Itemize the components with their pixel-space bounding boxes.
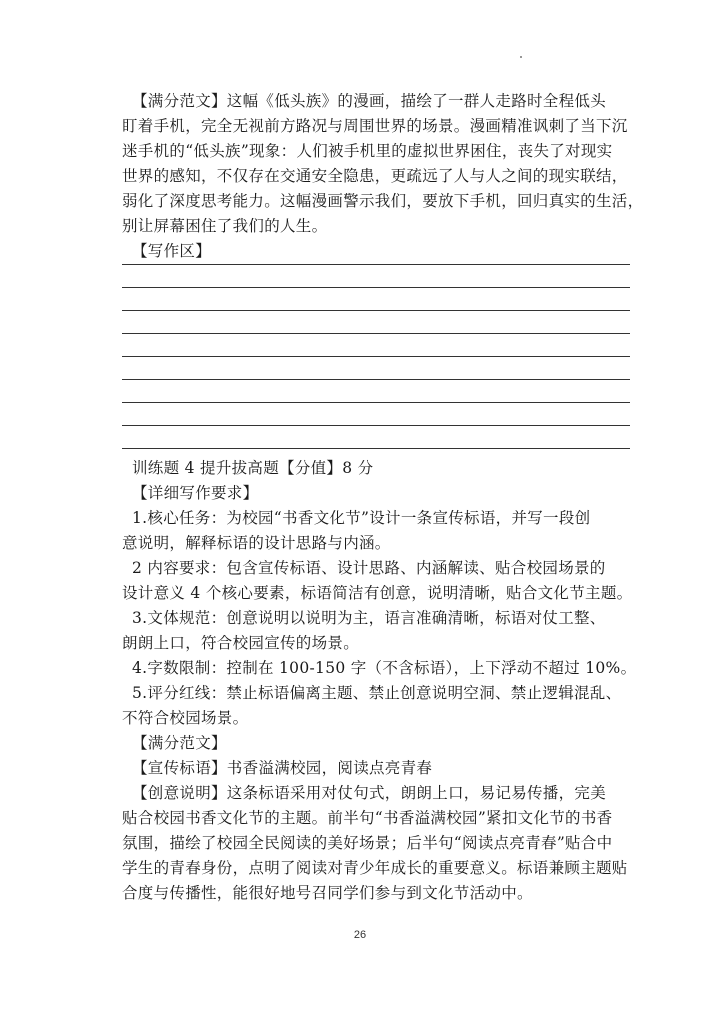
writing-area-label: 【写作区】 <box>132 242 212 260</box>
writing-line <box>122 287 630 288</box>
requirement-line: 1.核心任务：为校园“书香文化节”设计一条宣传标语，并写一段创 <box>132 509 591 527</box>
explanation-line: 氛围，描绘了校园全民阅读的美好场景；后半句“阅读点亮青春”贴合中 <box>122 834 613 852</box>
sample-essay-1 <box>122 89 642 264</box>
writing-line <box>122 402 630 403</box>
text-line: 迷手机的“低头族”现象：人们被手机里的虚拟世界困住，丧失了对现实 <box>122 142 613 160</box>
explanation-line: 【创意说明】这条标语采用对仗句式，朗朗上口，易记易传播，完美 <box>132 784 607 802</box>
exercise-title: 训练题 4 提升拔高题【分值】8 分 <box>132 459 374 477</box>
slogan-line: 【宣传标语】书香溢满校园，阅读点亮青春 <box>132 759 433 777</box>
requirement-line: 意说明，解释标语的设计思路与内涵。 <box>122 534 391 552</box>
writing-line <box>122 379 630 380</box>
writing-line <box>122 425 630 426</box>
text-line: 盯着手机，完全无视前方路况与周围世界的场景。漫画精准讽刺了当下沉 <box>122 117 628 135</box>
writing-line <box>122 448 630 449</box>
writing-line <box>122 310 630 311</box>
requirement-line: 4.字数限制：控制在 100-150 字（不含标语），上下浮动不超过 10%。 <box>132 659 637 677</box>
requirement-line: 朗朗上口，符合校园宣传的场景。 <box>122 634 360 652</box>
text-line: 世界的感知，不仅存在交通安全隐患，更疏远了人与人之间的现实联结， <box>122 167 628 185</box>
requirement-line: 2 内容要求：包含宣传标语、设计思路、内涵解读、贴合校园场景的 <box>132 559 606 577</box>
requirement-line: 3.文体规范：创意说明以说明为主，语言准确清晰，标语对仗工整、 <box>132 609 606 627</box>
exercise-4 <box>122 456 642 906</box>
text-line: 弱化了深度思考能力。这幅漫画警示我们，要放下手机，回归真实的生活， <box>122 192 644 210</box>
page-number: 26 <box>353 929 367 941</box>
text-line: 别让屏幕困住了我们的人生。 <box>122 217 328 235</box>
text-line: 【满分范文】这幅《低头族》的漫画，描绘了一群人走路时全程低头 <box>132 92 607 110</box>
explanation-line: 合度与传播性，能很好地号召同学们参与到文化节活动中。 <box>122 884 533 902</box>
requirements-heading: 【详细写作要求】 <box>132 484 259 502</box>
writing-line <box>122 356 630 357</box>
requirement-line: 5.评分红线：禁止标语偏离主题、禁止创意说明空洞、禁止逻辑混乱、 <box>132 684 622 702</box>
writing-line <box>122 264 630 265</box>
sample-heading: 【满分范文】 <box>132 734 227 752</box>
explanation-line: 学生的青春身份，点明了阅读对青少年成长的重要意义。标语兼顾主题贴 <box>122 859 628 877</box>
requirement-line: 设计意义 4 个核心要素，标语简洁有创意，说明清晰，贴合文化节主题。 <box>122 584 633 602</box>
requirement-line: 不符合校园场景。 <box>122 709 249 727</box>
scan-speck <box>520 56 522 58</box>
writing-line <box>122 333 630 334</box>
explanation-line: 贴合校园书香文化节的主题。前半句“书香溢满校园”紧扣文化节的书香 <box>122 809 613 827</box>
